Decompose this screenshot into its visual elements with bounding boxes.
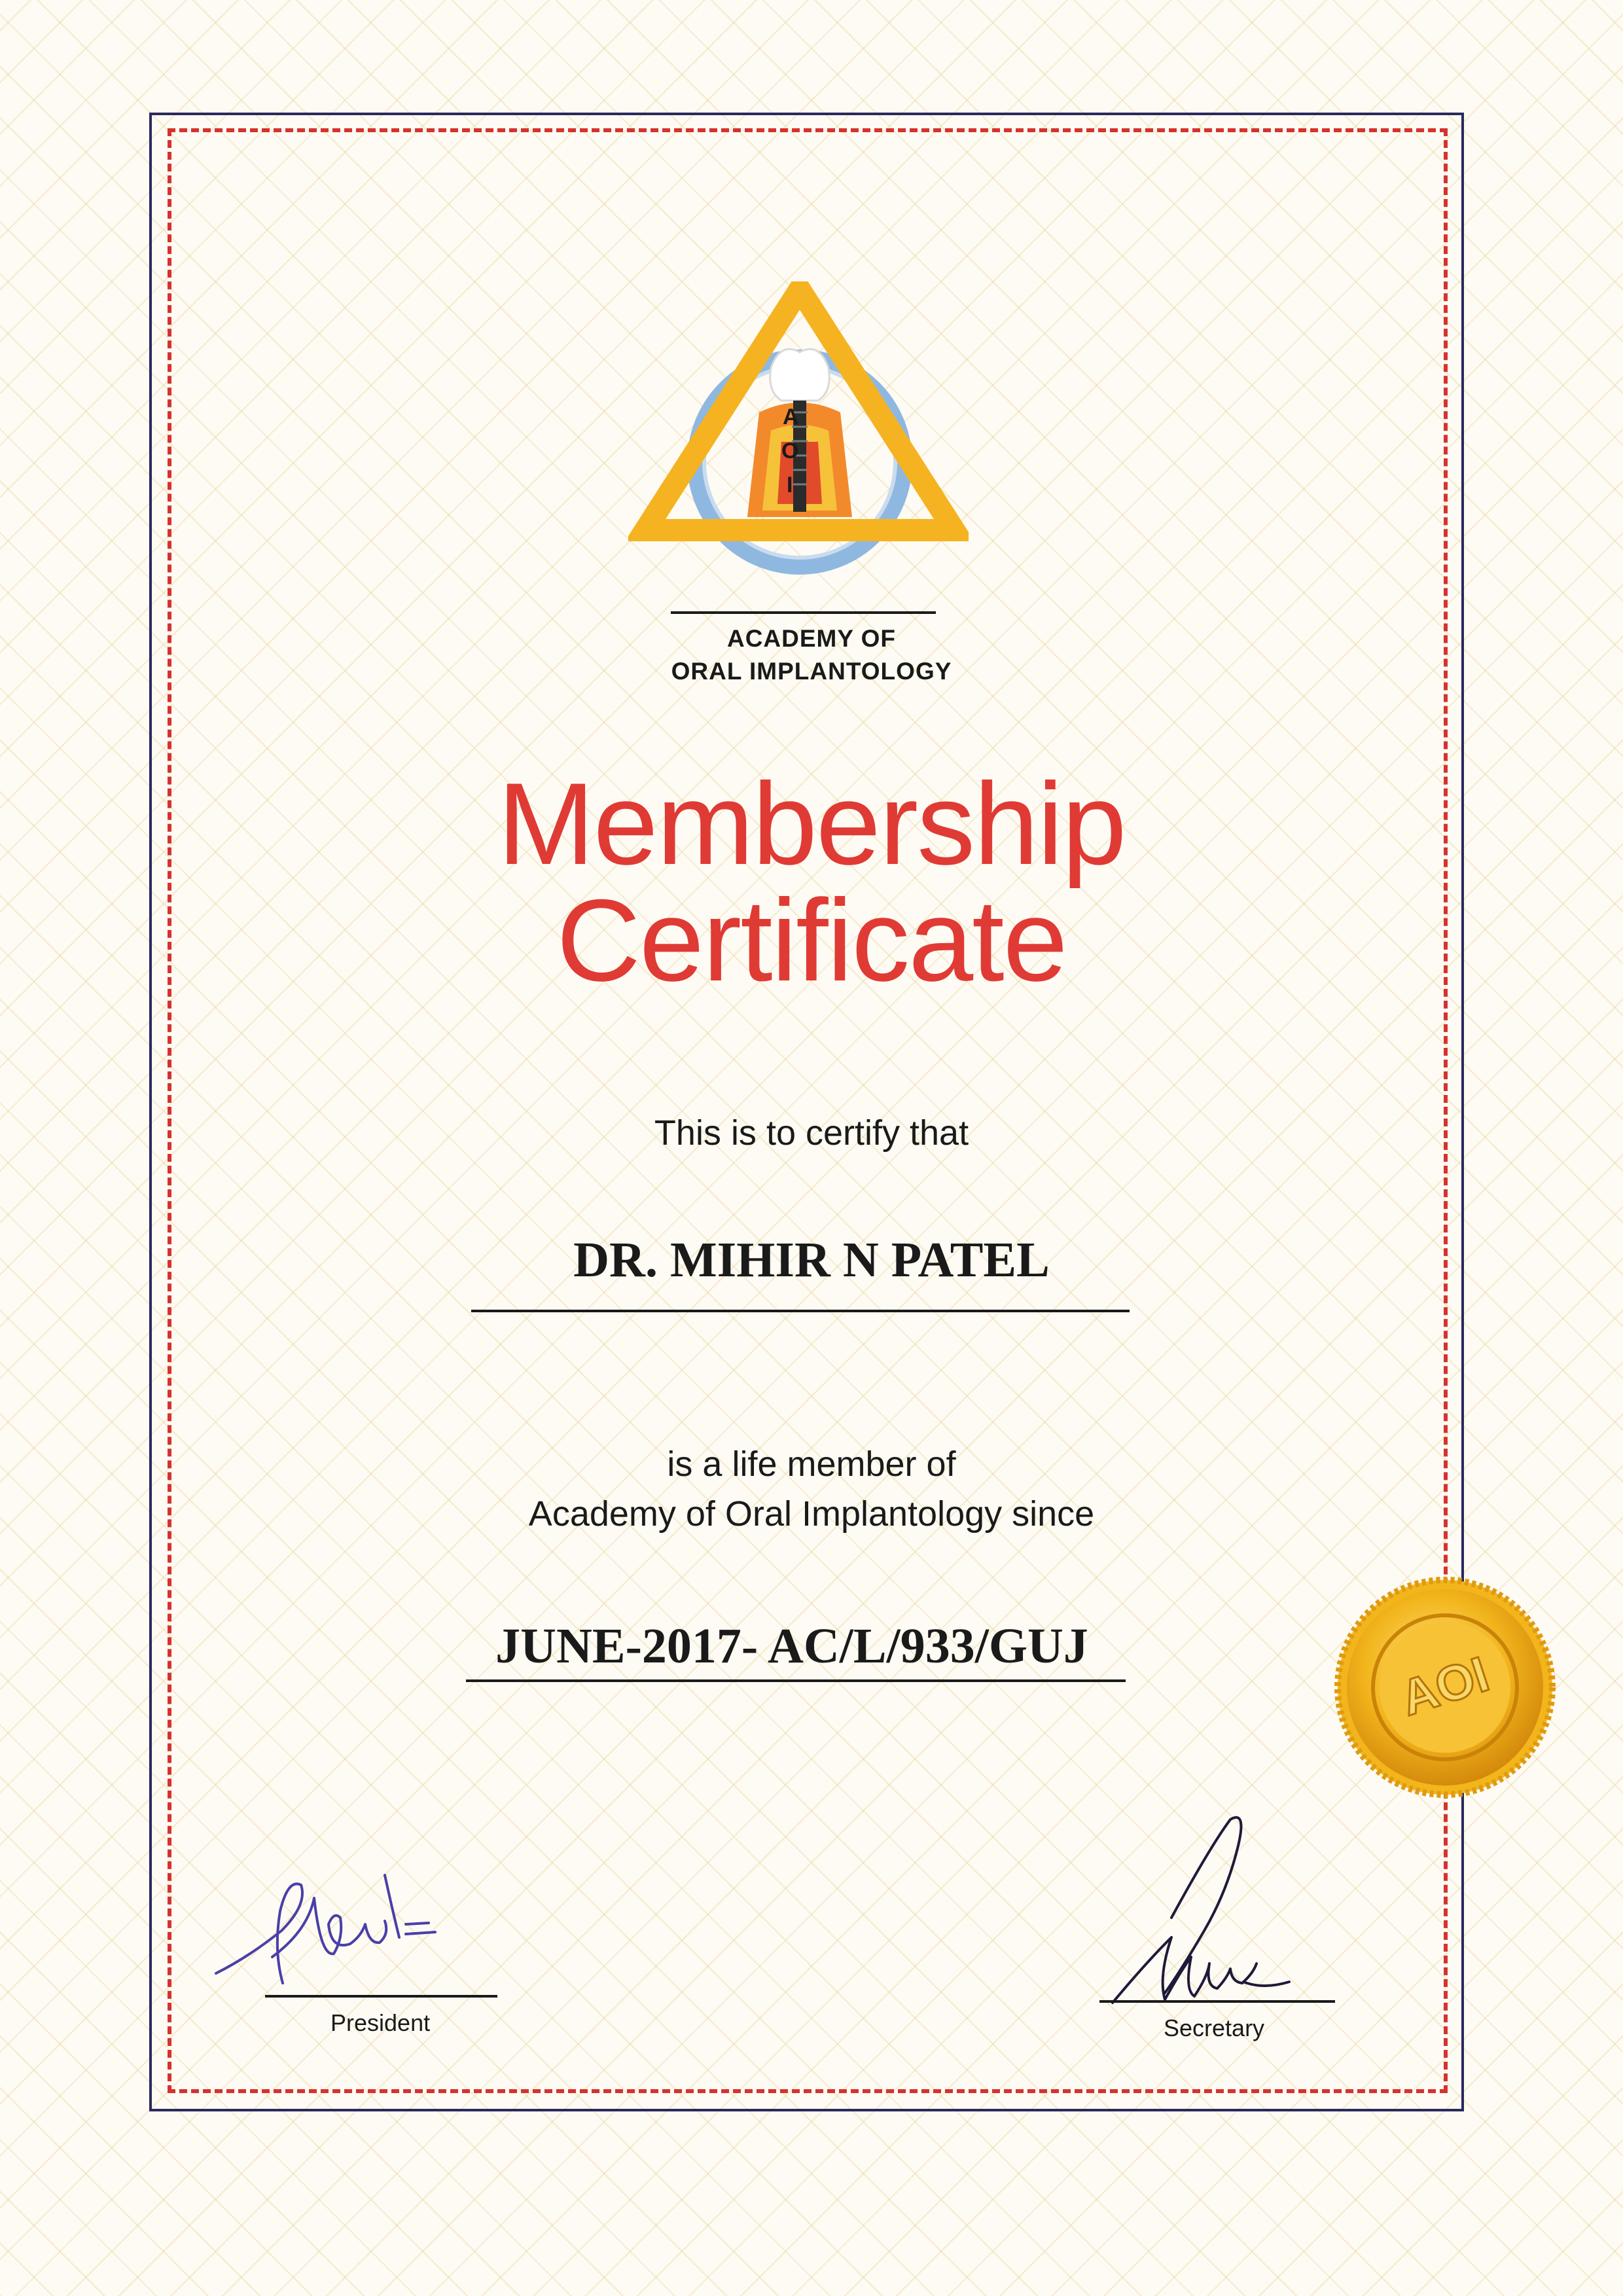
- logo-letter-i: I: [787, 473, 793, 497]
- recipient-name-underline: [471, 1310, 1130, 1312]
- president-signature: [209, 1859, 497, 1990]
- president-signature-line: [265, 1995, 497, 1998]
- member-text-line2: Academy of Oral Implantology since: [528, 1494, 1095, 1534]
- logo-tooth: [770, 349, 830, 401]
- secretary-label: Secretary: [1164, 2015, 1265, 2041]
- logo-underline: [671, 611, 936, 614]
- certify-text: This is to certify that: [654, 1113, 969, 1153]
- aoi-logo: [628, 281, 969, 583]
- membership-id-underline: [466, 1679, 1126, 1682]
- logo-letter-o: O: [781, 439, 799, 463]
- secretary-signature: [1093, 1806, 1309, 2022]
- member-text-line1: is a life member of: [667, 1444, 956, 1484]
- secretary-signature-line: [1099, 2000, 1335, 2003]
- membership-id: JUNE-2017- AC/L/933/GUJ: [495, 1619, 1088, 1674]
- organization-name-line1: ACADEMY OF: [726, 625, 897, 652]
- logo-letter-a: A: [783, 404, 799, 429]
- recipient-name: DR. MIHIR N PATEL: [573, 1232, 1050, 1287]
- president-label: President: [330, 2009, 431, 2036]
- certificate-title-line2: Certificate: [556, 875, 1067, 1005]
- organization-name-line2: ORAL IMPLANTOLOGY: [671, 658, 952, 685]
- seal-text: AOI: [1394, 1646, 1495, 1727]
- gold-seal: [1332, 1575, 1558, 1800]
- certificate-title-line1: Membership: [497, 759, 1126, 889]
